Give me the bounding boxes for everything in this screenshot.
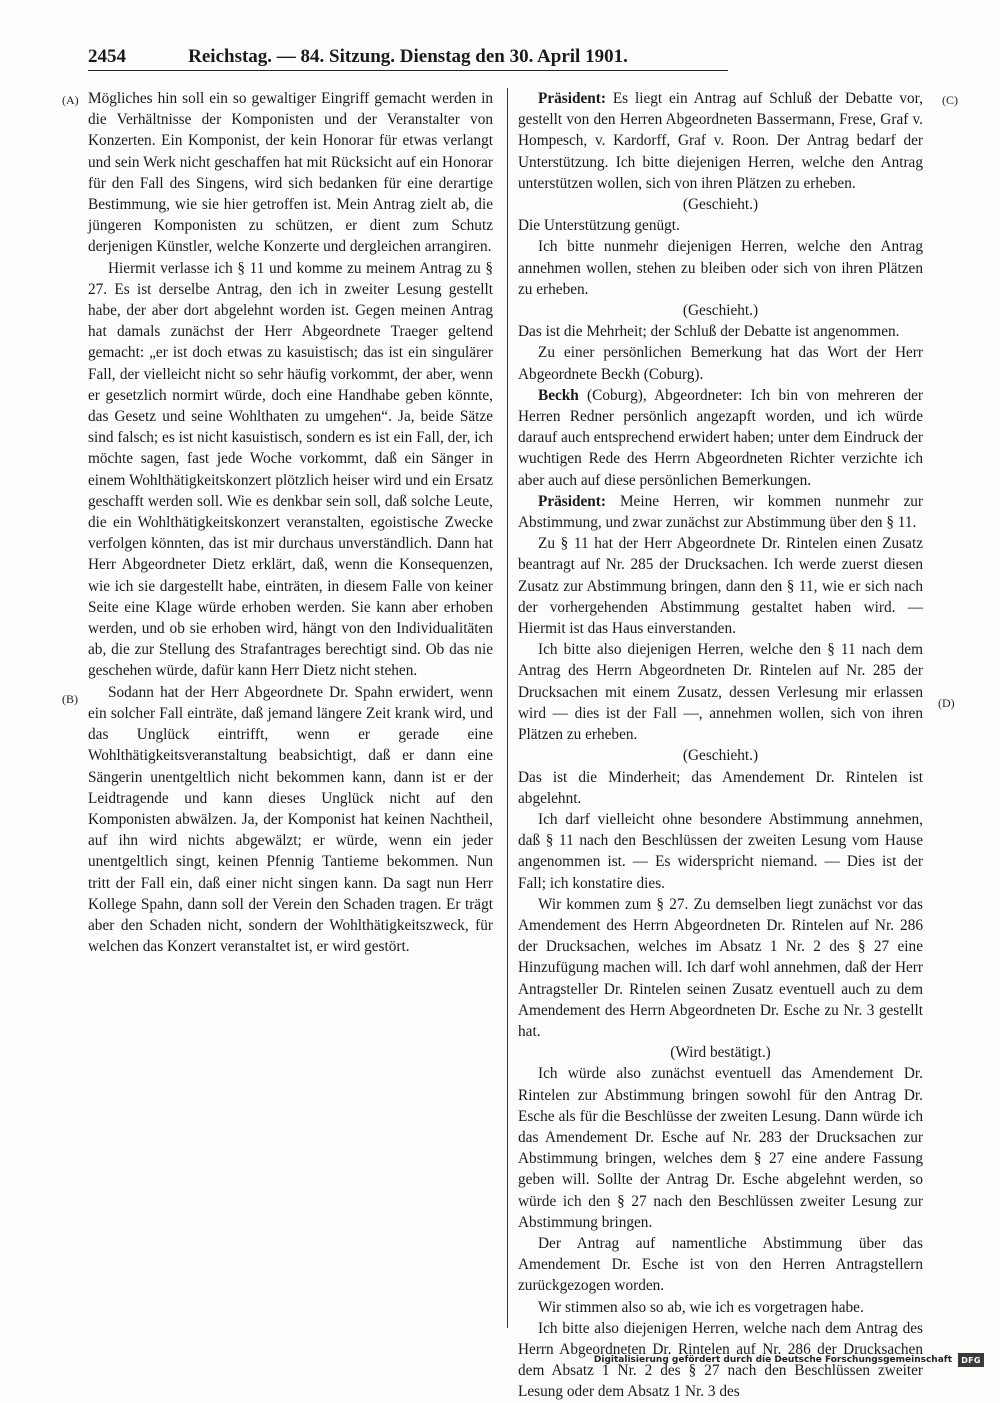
dfg-logo-icon: DFG	[958, 1353, 984, 1367]
stage-direction: (Geschieht.)	[682, 196, 759, 214]
paragraph	[518, 491, 923, 533]
stage-direction: (Wird bestätigt.)	[670, 1044, 771, 1062]
paragraph: Die Unterstützung genügt.	[518, 217, 680, 235]
credit-text: Digitalisierung gefördert durch die Deutsche Forschungsgemeinschaft	[593, 1355, 952, 1365]
stage-direction: (Geschieht.)	[682, 747, 759, 765]
paragraph: Der Antrag auf namentliche Abstimmung über das Amendement Dr. Esche ist von den Herren Antragstellern zurückgezogen worden.	[518, 1234, 923, 1295]
margin-marker-a: (A)	[62, 93, 79, 107]
paragraph: Zu einer persönlichen Bemerkung hat das Wort der Herr Abgeordnete Beckh (Coburg).	[518, 344, 923, 383]
paragraph-text: (Coburg), Abgeordneter: Ich bin von mehreren der Herren Redner persönlich angezapft worden, und ich würde darauf auch entsprechend erwidert haben; unter dem Eindruck der wuchtigen Rede des Herrn Abgeordneten Richter verzichte ich aber auch auf diese persönlichen Bemerkungen.	[518, 386, 923, 489]
page-number: 2454	[88, 46, 126, 67]
margin-marker-c: (C)	[942, 93, 958, 107]
paragraph: Zu § 11 hat der Herr Abgeordnete Dr. Rintelen einen Zusatz beantragt auf Nr. 285 der Drucksachen. Ich werde zuerst diesen Zusatz zur Abstimmung bringen, dann den § 11, wie er sich nach der vorhergehenden Abstimmung gestaltet haben wird. — Hiermit ist das Haus einverstanden.	[518, 535, 923, 638]
paragraph-text: Es liegt ein Antrag auf Schluß der Debatte vor, gestellt von den Herren Abgeordneten Bassermann, Frese, Graf v. Hompesch, v. Kardorff, Graf v. Roon. Der Antrag bedarf der Unterstützung. Ich bitte diejenigen Herren, welche den Antrag unterstützen wollen, sich von ihren Plätzen zu erheben.	[518, 90, 923, 192]
speaker-name: Präsident:	[538, 90, 606, 107]
paragraph: Sodann hat der Herr Abgeordnete Dr. Spahn erwidert, wenn ein solcher Fall einträte, daß jemand längere Zeit krank wird, und das Unglück eintrifft, wenn er gerade eine Wohlthätigkeitsveranstaltung beabsichtigt, daß er dann eine Sängerin unentgeltlich nicht bekommen kann, dann ist er der Leidtragende und kann dieses Unglück nicht auf den Komponisten abwälzen. Ja, der Komponist hat keinen Nachtheil, auf ihn wird nichts abgewälzt; er würde, wenn ein jeder unentgeltlich singt, keinen Pfennig Tantieme bekommen. Nun tritt der Fall ein, daß einer nicht singen kann. Da sagt nun Herr Kollege Spahn, dann soll der Verein den Schaden tragen. Er trägt aber den Schaden nicht, sondern der Wohlthätigkeitszweck, für welchen das Konzert veranstaltet ist, er wird gestört.	[88, 683, 493, 956]
column-divider	[507, 88, 508, 1328]
paragraph: Wir kommen zum § 27. Zu demselben liegt zunächst vor das Amendement des Herrn Abgeordneten Dr. Rintelen auf Nr. 286 der Drucksachen, welches im Absatz 1 Nr. 2 des § 27 eine Hinzufügung machen will. Ich darf wohl annehmen, daß der Herr Antragsteller Dr. Rintelen seinen Zusatz eventuell auch zu dem Amendement des Herrn Abgeordneten Dr. Esche zu Nr. 3 gestellt hat.	[518, 895, 923, 1040]
margin-marker-b: (B)	[62, 692, 78, 706]
paragraph: Das ist die Minderheit; das Amendement Dr. Rintelen ist abgelehnt.	[518, 768, 923, 807]
paragraph: Ich darf vielleicht ohne besondere Abstimmung annehmen, daß § 11 nach den Beschlüssen der zweiten Lesung vom Hause angenommen ist. — Es widerspricht niemand. — Dies ist der Fall; ich konstatire dies.	[518, 810, 923, 892]
left-column	[88, 88, 493, 1330]
paragraph-text: Meine Herren, wir kommen nunmehr zur Abstimmung, und zwar zunächst zur Abstimmung über den § 11.	[518, 492, 923, 532]
page-header	[88, 44, 728, 71]
paragraph: Das ist die Mehrheit; der Schluß der Debatte ist angenommen.	[518, 323, 900, 341]
stage-direction: (Geschieht.)	[682, 302, 759, 320]
page-title: Reichstag. — 84. Sitzung. Dienstag den 30. April 1901.	[188, 46, 628, 67]
margin-marker-d: (D)	[938, 696, 955, 710]
paragraph: Mögliches hin soll ein so gewaltiger Eingriff gemacht werden in die Verhältnisse der Komponisten und der Veranstalter von Konzerten. Ein Komponist, der kein Honorar für etwas verlangt und sein Werk nicht geschaffen hat mit Rücksicht auf ein Honorar für den Fall des Singens, wird sich bedanken für eine derartige Bestimmung, wie sie hier getroffen ist. Mein Antrag zielt ab, die jüngeren Komponisten zu schützen, er dient zum Schutz derjenigen Künstler, welche Konzerte und dergleichen arrangiren.	[88, 90, 493, 256]
speaker-name: Beckh	[538, 386, 579, 404]
speaker-name: Präsident:	[538, 492, 606, 510]
paragraph: Ich bitte nunmehr diejenigen Herren, welche den Antrag annehmen wollen, stehen zu bleiben oder sich von ihren Plätzen zu erheben.	[518, 238, 923, 298]
paragraph: Wir stimmen also so ab, wie ich es vorgetragen habe.	[538, 1298, 864, 1316]
paragraph: Ich bitte also diejenigen Herren, welche nach dem Antrag des Herrn Abgeordneten Dr. Rintelen auf Nr. 286 der Drucksachen dem Absatz 1 Nr. 2 des § 27 nach den Beschlüssen zweiter Lesung oder dem Absatz 1 Nr. 3 des	[518, 1319, 923, 1401]
paragraph: Hiermit verlasse ich § 11 und komme zu meinem Antrag zu § 27. Es ist derselbe Antrag, den ich in zweiter Lesung gestellt habe, der aber dort abgelehnt worden ist. Gegen meinen Antrag hat damals zunächst der Herr Abgeordnete Traeger geltend gemacht: „er ist doch etwas zu kasuistisch; das ist ein singulärer Fall, der vielleicht nicht so sehr häufig vorkommt, der aber, wenn er gesetzlich normirt würde, doch eine Handhabe geben könnte, das Gesetz und seine Wohlthaten zu umgehen“. Ja, beide Sätze sind falsch; es ist nicht kasuistisch, sondern es ist ein Fall, der, ich möchte sagen, fast jede Woche vorkommt, daß ein Sänger in einem Wohlthätigkeitskonzert plötzlich heiser wird und ein Ersatz geschafft werden soll. Wie es denkbar sein soll, daß solche Leute, die ein Wohlthätigkeitskonzert veranstalten, egoistische Zwecke verfolgen könnten, das ist mir durchaus unverständlich. Dann hat Herr Abgeordneter Dietz erklärt, daß, wenn die Konsequenzen, wie ich sie dargestellt habe, einträten, in diesem Falle von keiner Seite eine Klage würde erhoben werden. Sie kann aber erhoben werden, und ob sie erhoben wird, hängt von den Individualitäten ab, die zur Stellung des Strafantrages berechtigt sind. Ob das nie geschehen würde, dafür kann Herr Dietz nicht stehen.	[88, 259, 493, 680]
paragraph: Ich würde also zunächst eventuell das Amendement Dr. Rintelen zur Abstimmung bringen sowohl für den Antrag Dr. Esche als für die Beschlüsse der zweiten Lesung. Dann würde ich das Amendement Dr. Esche auf Nr. 283 der Drucksachen zur Abstimmung bringen, welches dem § 27 eine andere Fassung geben will. Sollte der Antrag Dr. Esche abgelehnt werden, so würde ich den § 27 nach den Beschlüssen zweiter Lesung zur Abstimmung bringen.	[518, 1065, 923, 1231]
paragraph	[518, 88, 923, 194]
paragraph	[518, 385, 923, 491]
digitization-credit	[594, 1351, 984, 1369]
paragraph: Ich bitte also diejenigen Herren, welche den § 11 nach dem Antrag des Herrn Abgeordneten Dr. Rintelen auf Nr. 285 der Drucksachen mit einem Zusatz, dessen Verlesung mir erlassen wird — dies ist der Fall —, annehmen wollen, sich von ihren Plätzen zu erheben.	[518, 641, 923, 744]
